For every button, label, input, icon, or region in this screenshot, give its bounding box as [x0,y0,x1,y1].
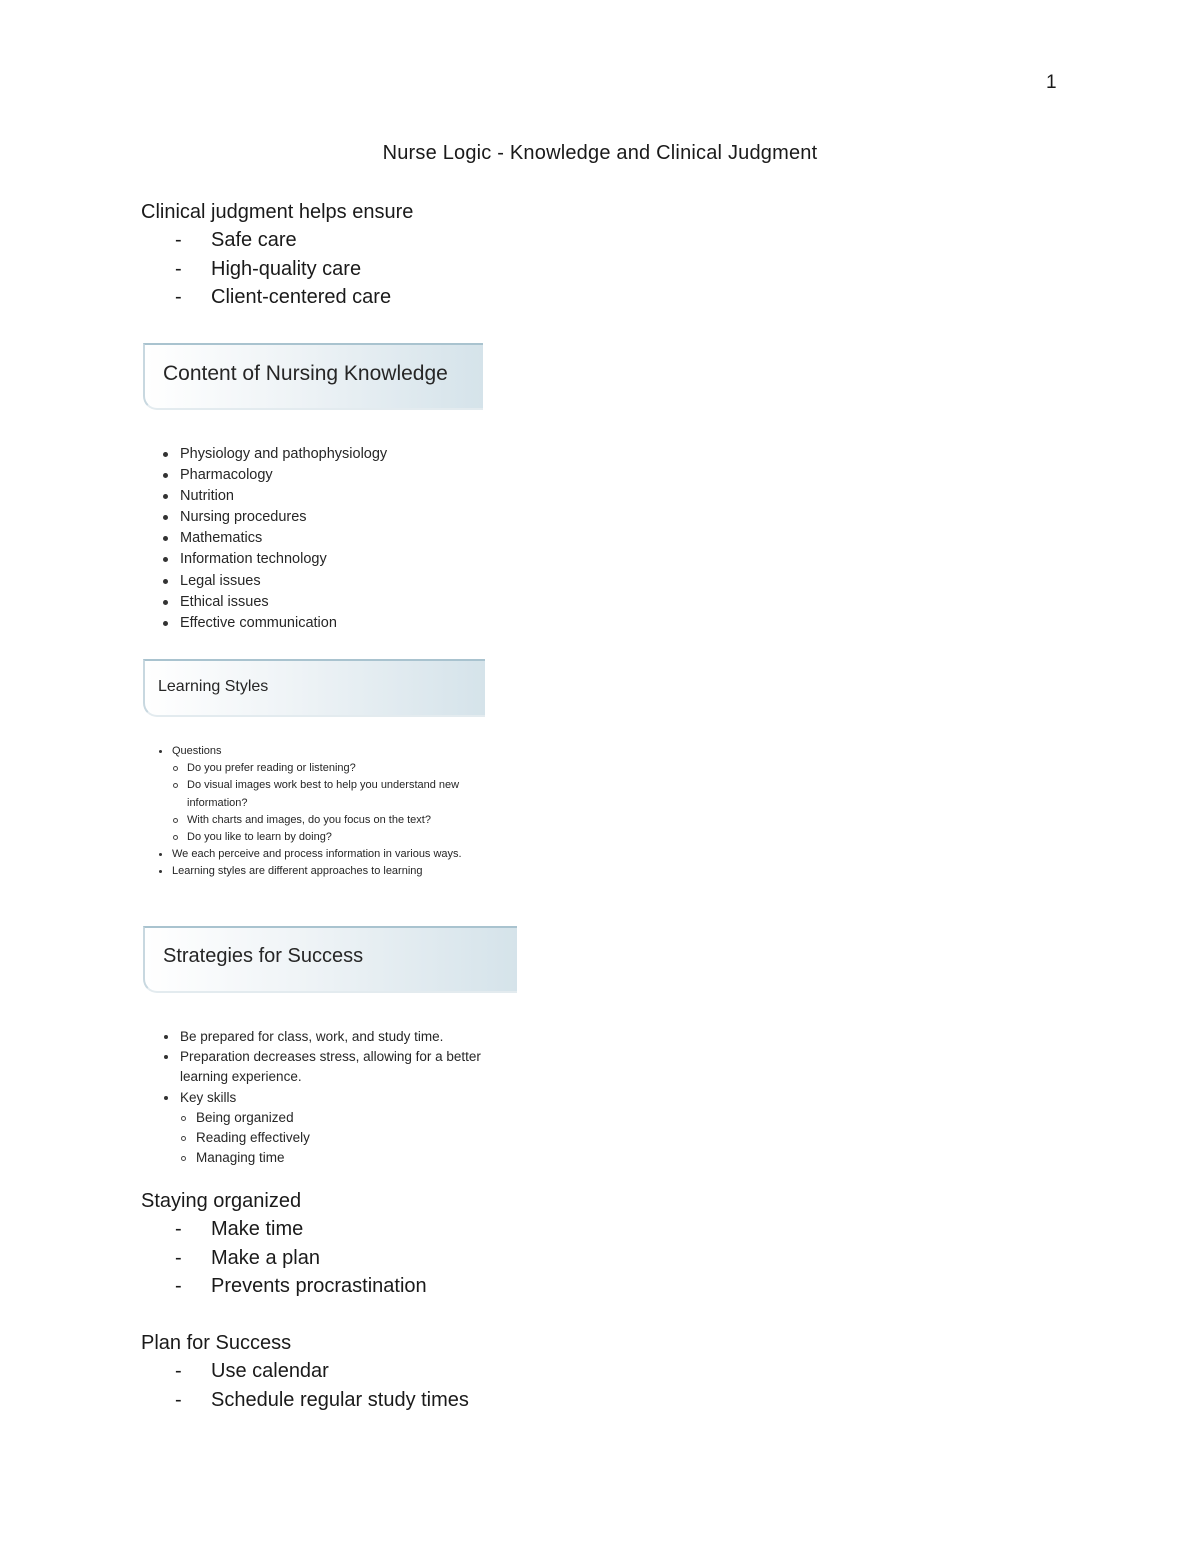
list-item: - Safe care [175,229,297,251]
section-heading: Plan for Success [141,1332,292,1354]
slide-strategies-for-success [143,926,517,1168]
slide-bullet: Preparation decreases stress, allowing for a better learning experience. [143,1047,508,1087]
slide-learning-styles [143,659,485,881]
slide-bullet-list [143,743,463,881]
list-item: - Make a plan [175,1246,320,1269]
slide-bullet: Nursing procedures [143,507,483,528]
list-item: - Use calendar [175,1360,329,1382]
slide-sub-bullet: Do you prefer reading or listening? [143,760,463,777]
page-number: 1 [1046,72,1057,93]
document-title: Nurse Logic - Knowledge and Clinical Judgment [382,142,818,164]
list-item: - Schedule regular study times [175,1388,469,1411]
section-heading: Clinical judgment helps ensure [141,201,414,223]
slide-title: Strategies for Success [143,926,517,993]
list-item: - Client-centered care [175,286,392,308]
slide-bullet: Effective communication [143,613,483,634]
slide-bullet: Mathematics [143,528,483,549]
slide-bullet: Ethical issues [143,592,483,613]
slide-sub-bullet: Being organized [143,1108,508,1128]
list-item: - High-quality care [175,257,362,280]
slide-bullet: Information technology [143,549,483,570]
slide-bullet-list [143,444,483,634]
dash-list [141,226,413,312]
section-plan-for-success [141,1329,469,1414]
slide-bullet-list [143,1027,508,1168]
slide-bullet: Pharmacology [143,465,483,486]
slide-sub-bullet: Reading effectively [143,1128,508,1148]
list-item: - Make time [175,1218,304,1240]
slide-bullet: Key skills [143,1088,508,1108]
slide-sub-bullet: Managing time [143,1148,508,1168]
slide-bullet: Nutrition [143,486,483,507]
slide-bullet: Legal issues [143,571,483,592]
slide-bullet: Physiology and pathophysiology [143,444,483,465]
section-heading: Staying organized [141,1190,302,1212]
slide-bullet: Learning styles are different approaches to learning [143,863,463,880]
slide-bullet: We each perceive and process information in various ways. [143,846,463,863]
dash-list [141,1357,469,1414]
slide-content-of-nursing-knowledge [143,343,483,634]
slide-sub-bullet: With charts and images, do you focus on the text? [143,812,463,829]
slide-title: Learning Styles [143,659,485,717]
slide-sub-bullet: Do you like to learn by doing? [143,829,463,846]
section-staying-organized [141,1187,427,1301]
section-clinical-judgment [141,198,413,312]
slide-title: Content of Nursing Knowledge [143,343,483,410]
slide-sub-bullet: Do visual images work best to help you understand new information? [143,777,463,811]
slide-bullet: Questions [143,743,463,760]
slide-bullet: Be prepared for class, work, and study time. [143,1027,508,1047]
list-item: - Prevents procrastination [175,1275,427,1297]
dash-list [141,1215,427,1301]
